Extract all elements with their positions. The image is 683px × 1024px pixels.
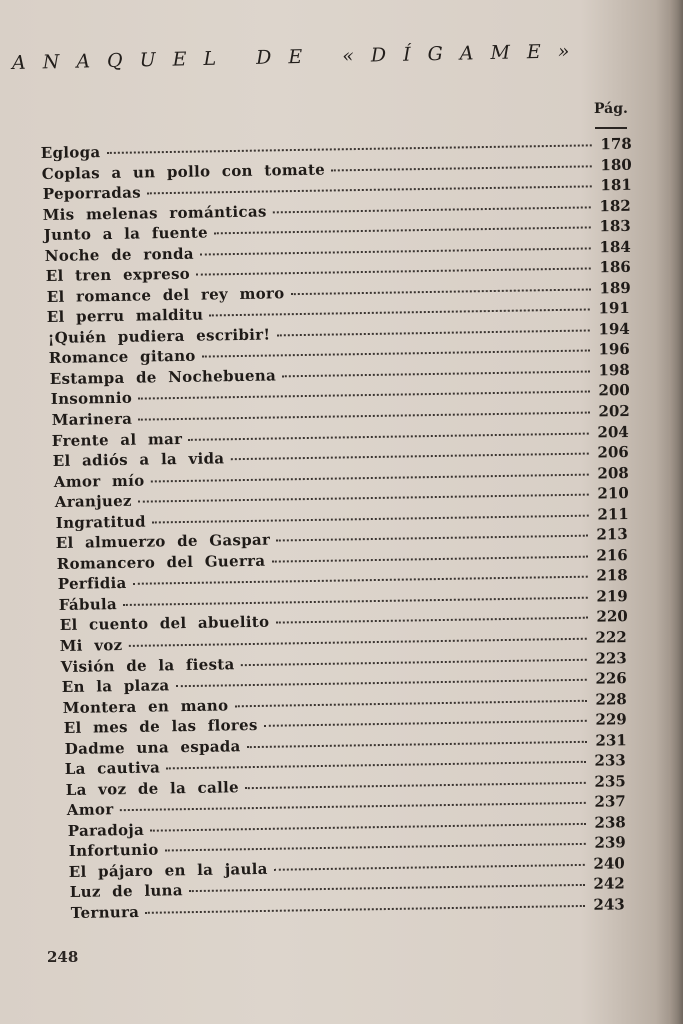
toc-dot-leader	[151, 514, 588, 523]
toc-dot-leader	[150, 473, 588, 482]
toc-entry-page: 213	[596, 525, 629, 544]
toc-entry-title: Romancero del Guerra	[56, 551, 266, 573]
toc-entry-title: El almuerzo de Gaspar	[56, 530, 271, 553]
toc-dot-leader	[196, 268, 591, 276]
toc-entry-title: Perfidia	[57, 574, 127, 594]
toc-entry-page: 196	[598, 340, 630, 359]
toc-entry-title: ¡Quién pudiera escribir!	[47, 325, 271, 347]
toc-entry-page: 239	[593, 833, 626, 853]
toc-entry-page: 229	[594, 710, 627, 729]
page-column-label: Pág.	[594, 101, 628, 117]
toc-entry-title: Coplas a un pollo con tomate	[41, 160, 326, 183]
toc-entry-title: Aranjuez	[54, 491, 132, 512]
toc-dot-leader	[263, 720, 586, 727]
toc-entry-title: Paradoja	[67, 820, 144, 840]
page-number: 248	[47, 948, 79, 966]
toc-entry-title: La voz de la calle	[65, 778, 240, 799]
toc-entry-page: 222	[595, 628, 628, 647]
toc-dot-leader	[277, 329, 590, 336]
toc-entry-title: Peporradas	[42, 183, 141, 204]
toc-entry-title: Ternura	[70, 902, 140, 923]
toc-entry-page: 231	[594, 730, 627, 750]
toc-dot-leader	[189, 884, 585, 892]
toc-entry-title: El mes de las flores	[63, 716, 258, 738]
toc-entry-title: Insomnio	[50, 389, 132, 409]
toc-dot-leader	[133, 576, 588, 585]
toc-dot-leader	[138, 494, 589, 503]
toc-entry-page: 186	[599, 258, 631, 277]
toc-entry-page: 237	[594, 792, 626, 812]
toc-dot-leader	[202, 350, 590, 358]
toc-dot-leader	[246, 740, 586, 747]
toc-dot-leader	[290, 288, 590, 295]
toc-dot-leader	[123, 597, 588, 606]
toc-entry-title: Junto a la fuente	[43, 223, 209, 245]
toc-entry-title: Noche de ronda	[44, 244, 194, 265]
toc-dot-leader	[129, 638, 587, 647]
toc-entry-title: Frente al mar	[52, 429, 183, 450]
toc-dot-leader	[274, 864, 585, 871]
toc-entry-page: 191	[598, 299, 631, 318]
toc-entry-page: 220	[595, 607, 628, 626]
toc-entry-title: El cuento del abuelito	[59, 613, 270, 635]
toc-entry-page: 184	[599, 237, 631, 256]
toc-dot-leader	[275, 617, 587, 624]
toc-entry-page: 243	[593, 895, 625, 914]
toc-entry-page: 228	[595, 689, 627, 709]
toc-entry-title: Mis melenas románticas	[43, 202, 268, 224]
toc-entry-page: 198	[598, 360, 630, 380]
toc-entry-title: Estampa de Nochebuena	[49, 366, 277, 388]
toc-entry-title: Fábula	[58, 594, 117, 614]
toc-dot-leader	[277, 535, 589, 542]
toc-entry-title: El adiós a la vida	[52, 449, 225, 471]
running-head: ANAQUEL DE «DÍGAME»	[11, 39, 587, 74]
toc-entry-page: 206	[597, 443, 630, 462]
toc-dot-leader	[210, 309, 591, 317]
toc-dot-leader	[150, 823, 586, 832]
toc-entry-page: 178	[600, 134, 632, 154]
toc-dot-leader	[189, 432, 590, 440]
toc-entry-title: Marinera	[51, 409, 132, 430]
toc-entry-page: 200	[598, 381, 630, 400]
toc-entry-page: 202	[597, 401, 630, 421]
toc-dot-leader	[166, 761, 586, 770]
toc-entry-page: 240	[593, 854, 626, 873]
toc-entry-page: 223	[595, 648, 628, 668]
toc-dot-leader	[214, 227, 591, 235]
toc-entry-page: 226	[595, 669, 627, 688]
toc-dot-leader	[234, 699, 586, 707]
toc-entry-title: En la plaza	[61, 676, 170, 697]
toc-entry-title: Dadme una espada	[64, 736, 241, 758]
toc-entry-page: 210	[597, 484, 629, 503]
toc-entry-title: Egloga	[40, 143, 101, 163]
toc-entry-title: Mi voz	[60, 635, 123, 655]
toc-entry-page: 208	[597, 463, 629, 483]
toc-entry-page: 211	[596, 504, 629, 524]
toc-entry-page: 204	[597, 422, 630, 441]
toc-entry-title: Romance gitano	[48, 347, 196, 368]
toc-entry-page: 182	[599, 196, 632, 215]
toc-entry-title: El pájaro en la jaula	[69, 859, 269, 881]
toc-entry-page: 235	[594, 771, 627, 791]
toc-entry-page: 181	[599, 175, 632, 195]
toc-entry-title: La cautiva	[64, 758, 161, 779]
toc-dot-leader	[147, 185, 592, 194]
toc-dot-leader	[138, 391, 590, 400]
toc-dot-leader	[231, 453, 589, 461]
toc-dot-leader	[273, 206, 591, 213]
toc-entry-title: Amor	[66, 800, 114, 820]
toc-dot-leader	[138, 412, 590, 421]
toc-entry-page: 180	[600, 155, 632, 174]
toc-entry-title: Amor mío	[53, 471, 145, 491]
toc-entry-title: Montera en mano	[62, 695, 229, 717]
toc-dot-leader	[176, 679, 587, 687]
toc-dot-leader	[272, 555, 588, 562]
toc-dot-leader	[245, 782, 586, 789]
toc-dot-leader	[164, 843, 585, 852]
toc-entry-title: Ingratitud	[55, 512, 146, 532]
toc-entry-page: 194	[598, 319, 631, 339]
toc-dot-leader	[331, 165, 592, 171]
toc-entry-title: El tren expreso	[45, 264, 191, 286]
toc-entry-page: 218	[596, 566, 628, 585]
toc-entry-title: Infortunio	[68, 840, 159, 861]
toc-entry-page: 238	[594, 813, 626, 832]
toc-dot-leader	[200, 247, 591, 255]
toc-entry-title: El romance del rey moro	[46, 284, 285, 306]
toc-dot-leader	[241, 658, 587, 665]
toc-entry-title: El perru malditu	[47, 305, 204, 327]
toc-dot-leader	[119, 802, 585, 811]
toc-entry-page: 242	[593, 874, 626, 894]
toc-entry-page: 233	[594, 751, 627, 770]
toc-dot-leader	[282, 370, 590, 377]
toc-entry-page: 183	[599, 216, 632, 236]
toc-entry-page: 189	[598, 278, 631, 298]
toc-entry-title: Luz de luna	[69, 881, 184, 902]
toc-entry-page: 216	[596, 545, 629, 565]
toc-dot-leader	[145, 905, 585, 914]
toc-entry-page: 219	[596, 586, 628, 606]
toc-entry-title: Visión de la fiesta	[60, 654, 235, 676]
toc-dot-leader	[106, 144, 591, 154]
